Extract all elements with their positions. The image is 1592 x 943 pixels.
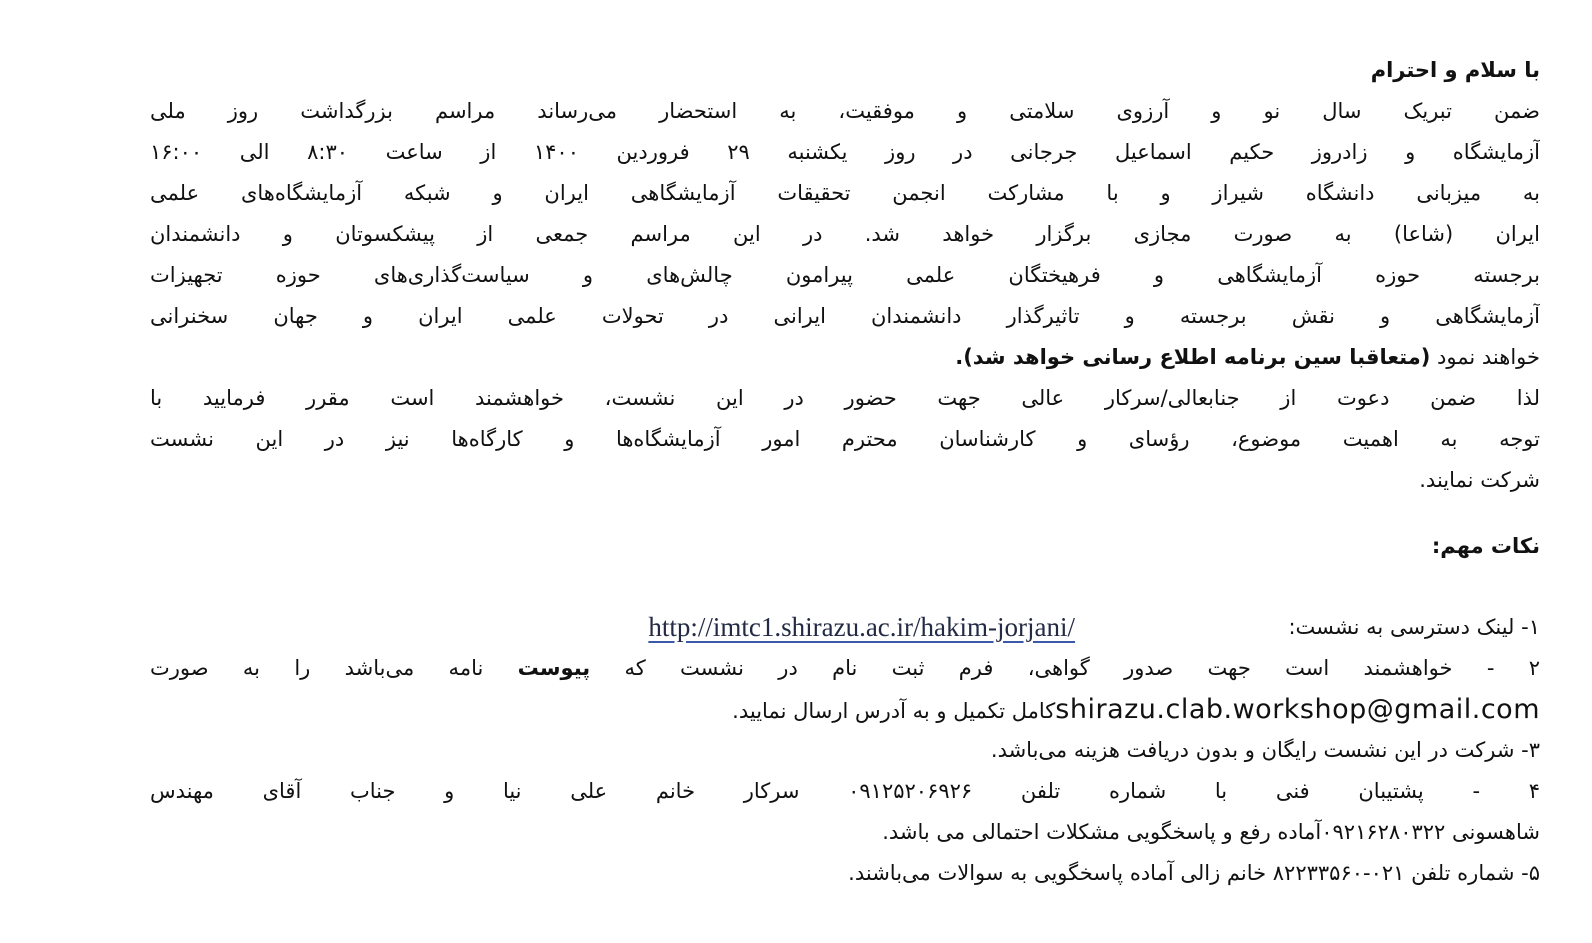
- letter-body: [150, 50, 1540, 894]
- note-item-2-line-2: [150, 689, 1540, 730]
- note-item-2: [150, 648, 1540, 689]
- note-item-4: ۴ - پشتیبان فنی با شماره تلفن ۰۹۱۲۵۲۰۶۹۲۶ سرکار خانم علی نیا و جناب آقای مهندس: [150, 779, 1540, 803]
- note-item-1: [150, 607, 1540, 648]
- paragraph-request: [150, 378, 1540, 501]
- greeting: با سلام و احترام: [1370, 58, 1540, 82]
- note-item-5: ۵- شماره تلفن ۰۲۱-۸۲۲۳۳۵۶۰ خانم زالی آماده پاسخگویی به سوالات می‌باشند.: [848, 861, 1540, 885]
- paragraph-line-text: خواهند نمود: [1430, 345, 1540, 369]
- paragraph-line: آزمایشگاهی و نقش برجسته و تاثیرگذار دانشمندان ایرانی در تحولات علمی ایران و جهان سخنرانی: [150, 304, 1540, 328]
- paragraph-line-last: [150, 337, 1540, 378]
- paragraph-line: آزمایشگاه و زادروز حکیم اسماعیل جرجانی در روز یکشنبه ۲۹ فروردین ۱۴۰۰ از ساعت ۸:۳۰ الی ۱۶:۰۰: [150, 140, 1540, 164]
- note-item-2-line-2-text: کامل تکمیل و به آدرس ارسال نمایید.: [732, 699, 1056, 723]
- program-notice: (متعاقبا سین برنامه اطلاع رسانی خواهد شد).: [955, 345, 1431, 369]
- paragraph-line: ضمن تبریک سال نو و آرزوی سلامتی و موفقیت، به استحضار می‌رساند مراسم بزرگداشت روز ملی: [150, 99, 1540, 123]
- paragraph-line: به میزبانی دانشگاه شیراز و با مشارکت انجمن تحقیقات آزمایشگاهی ایران و شبکه آزمایشگاه‌های علمی: [150, 181, 1540, 205]
- note-item-2-text: ۲ - خواهشمند است جهت صدور گواهی، فرم ثبت نام در نشست که: [590, 656, 1540, 680]
- paragraph-line: برجسته حوزه آزمایشگاهی و فرهیختگان علمی پیرامون چالش‌های و سیاست‌گذاری‌های حوزه تجهیزات: [150, 263, 1540, 287]
- notes-title: نکات مهم:: [1431, 534, 1540, 558]
- paragraph-line: ایران (شاعا) به صورت مجازی برگزار خواهد شد. در این مراسم جمعی از پیشکسوتان و دانشمندان: [150, 222, 1540, 246]
- attachment-word: پیوست: [517, 656, 591, 680]
- paragraph-line: شرکت نمایند.: [1419, 468, 1540, 492]
- paragraph-invitation: [150, 91, 1540, 378]
- note-item-4-line-2: شاهسونی ۰۹۲۱۶۲۸۰۳۲۲آماده رفع و پاسخگویی مشکلات احتمالی می باشد.: [882, 820, 1540, 844]
- paragraph-line: توجه به اهمیت موضوع، رؤسای و کارشناسان محترم امور آزمایشگاه‌ها و کارگاه‌ها نیز در این نشست: [150, 427, 1540, 451]
- note-item-1-label: ۱- لینک دسترسی به نشست:: [1288, 615, 1540, 639]
- note-item-3: ۳- شرکت در این نشست رایگان و بدون دریافت هزینه می‌باشد.: [990, 738, 1540, 762]
- email-address[interactable]: shirazu.clab.workshop@gmail.com: [1055, 694, 1540, 725]
- meeting-link[interactable]: http://imtc1.shirazu.ac.ir/hakim-jorjani/: [648, 612, 1075, 642]
- note-item-2-text-end: نامه می‌باشد را به صورت: [150, 656, 518, 680]
- paragraph-line: لذا ضمن دعوت از جنابعالی/سرکار عالی جهت حضور در این نشست، خواهشمند است مقرر فرمایید با: [150, 386, 1540, 410]
- notes-list: [150, 607, 1540, 894]
